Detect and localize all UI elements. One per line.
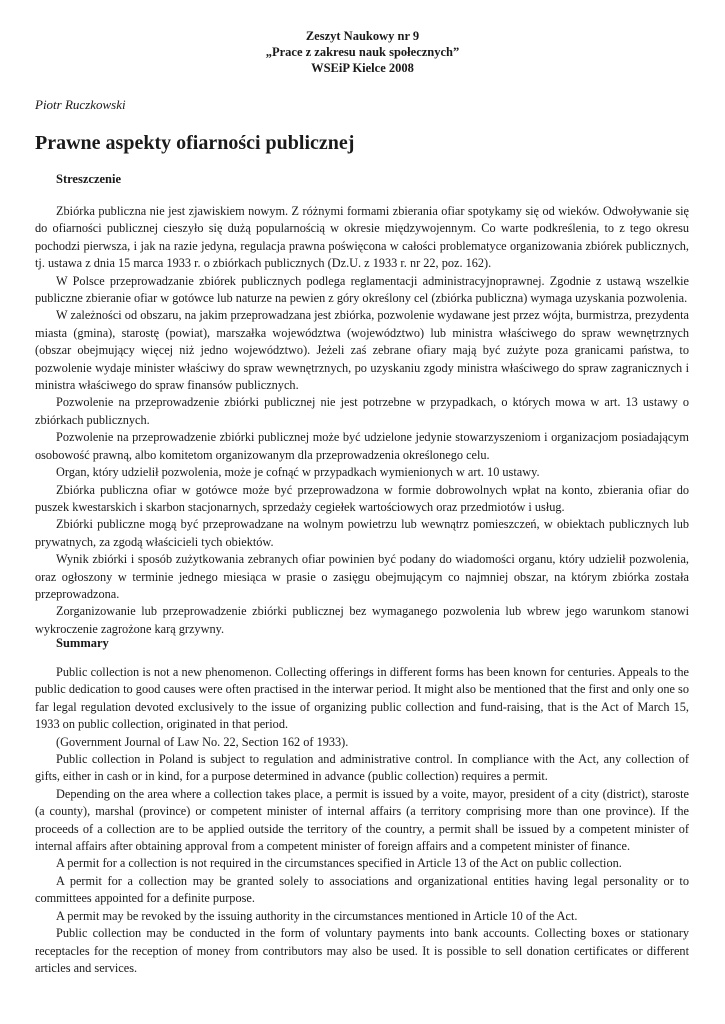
paragraph: Organ, który udzielił pozwolenia, może je cofnąć w przypadkach wymienionych w art. 10 ustawy. [56, 465, 540, 480]
abstract-en-heading: Summary [56, 636, 109, 650]
paragraph: Public collection in Poland is subject to regulation and administrative control. In compliance with the Act, any collection of gifts, either in cash or in kind, for a purpose determined in advance (public collection) requires a permit. [35, 752, 689, 784]
paragraph: A permit for a collection is not required in the circumstances specified in Article 13 of the Act on public collection. [56, 856, 622, 871]
paragraph: Depending on the area where a collection takes place, a permit is issued by a voite, mayor, president of a city (district), staroste (a county), marshal (province) or competent minister of internal affairs (a territory comprising more than one province). If the proceeds of a collection are to be applied outside the territory of the country, a permit shall be issued by a competent minister of internal affairs after obtaining approval from a competent minister of foreign affairs and a competent minister of finance. [35, 786, 689, 854]
paragraph: W Polsce przeprowadzanie zbiórek publicznych podlega reglamentacji administracyjnoprawnej. Zgodnie z ustawą wszelkie publiczne zbieranie ofiar w gotówce lub naturze na pewien z góry określony cel (zbiórka publiczna) wymaga uzyskania pozwolenia. [35, 273, 689, 306]
paragraph: Zbiórka publiczna nie jest zjawiskiem nowym. Z różnymi formami zbierania ofiar spotykamy się od wieków. Odwoływanie się do ofiarności publicznej cieszyło się dużą popularnością w okresie międzywojennym. Co warte podkreślenia, to z tego okresu pochodzi pierwsza, i jak na razie jedyna, regulacja prawna poświęcona w całości problematyce organizowania zbiórek publicznych, tj. ustawa z dnia 15 marca 1933 r. o zbiórkach publicznych (Dz.U. z 1933 r. nr 22, poz. 162). [35, 204, 689, 271]
article-title: Prawne aspekty ofiarności publicznej [35, 132, 355, 154]
paragraph: (Government Journal of Law No. 22, Section 162 of 1933). [56, 734, 349, 749]
paragraph: A permit may be revoked by the issuing authority in the circumstances mentioned in Article 10 of the Act. [56, 908, 578, 923]
paragraph: Pozwolenie na przeprowadzenie zbiórki publicznej może być udzielone jedynie stowarzyszeniom i organizacjom posiadającym osobowość prawną, albo komitetom organizowanym dla przeprowadzenia określonego celu. [35, 430, 689, 462]
journal-series: „Prace z zakresu nauk społecznych” [265, 45, 460, 59]
paragraph: W zależności od obszaru, na jakim przeprowadzana jest zbiórka, pozwolenie wydawane jest przez wójta, burmistrza, prezydenta miasta (gmina), starostę (powiat), marszałka województwa (województwo) lub ministra właściwego do spraw wewnętrznych (obszar obejmujący więcej niż jedno województwo). Jeżeli zaś zebrane ofiary mają być zużyte poza granicami państwa, to pozwolenie wydaje minister właściwy do spraw wewnętrznych, po uzyskaniu zgody ministra właściwego do spraw zagranicznych i ministra właściwego do spraw finansów publicznych. [35, 308, 689, 393]
journal-name: Zeszyt Naukowy nr 9 [305, 29, 420, 43]
abstract-en-body [35, 664, 689, 977]
paragraph: Zbiórki publiczne mogą być przeprowadzane na wolnym powietrzu lub wewnątrz pomieszczeń, w obiektach publicznych lub prywatnych, za zgodą właścicieli tych obiektów. [35, 517, 689, 549]
paragraph: Zbiórka publiczna ofiar w gotówce może być przeprowadzona w formie dobrowolnych wpłat na konto, zbierania ofiar do puszek kwestarskich i skarbon stacjonarnych, sprzedaży cegiełek wartościowych oraz przedmiotów i usług. [35, 482, 689, 514]
journal-header [0, 28, 725, 76]
paragraph: Zorganizowanie lub przeprowadzenie zbiórki publicznej bez wymaganego pozwolenia lub wbrew jego warunkom stanowi wykroczenie zagrożone karą grzywny. [35, 604, 689, 636]
abstract-pl-heading: Streszczenie [56, 172, 122, 186]
paragraph: Wynik zbiórki i sposób zużytkowania zebranych ofiar powinien być podany do wiadomości organu, który udzielił pozwolenia, oraz ogłoszony w terminie jednego miesiąca w prasie o zasięgu obejmującym co najmniej obszar, na którym zbiórka została przeprowadzona. [35, 552, 689, 601]
paragraph: Public collection may be conducted in the form of voluntary payments into bank accounts. Collecting boxes or stationary receptacles for the reception of money from contributors may also be used. It is possible to sell donation certificates or different articles and services. [35, 926, 689, 975]
paragraph: A permit for a collection may be granted solely to associations and organizational entities having legal personality or to committees appointed for a definite purpose. [35, 873, 689, 906]
author-name: Piotr Ruczkowski [35, 97, 126, 112]
journal-publisher: WSEiP Kielce 2008 [311, 61, 414, 75]
paragraph: Pozwolenie na przeprowadzenie zbiórki publicznej nie jest potrzebne w przypadkach, o których mowa w art. 13 ustawy o zbiórkach publicznych. [35, 395, 689, 427]
paragraph: Public collection is not a new phenomenon. Collecting offerings in different forms has been known for centuries. Appeals to the public dedication to good causes were often practised in the interwar period. It might also be mentioned that the first and only one so far legal regulation devoted exclusively to the issue of organizing public collection and fund-raising, that is the Act of March 15, 1933 on public collection, originated in that period. [35, 665, 689, 732]
abstract-pl-body [35, 203, 689, 638]
